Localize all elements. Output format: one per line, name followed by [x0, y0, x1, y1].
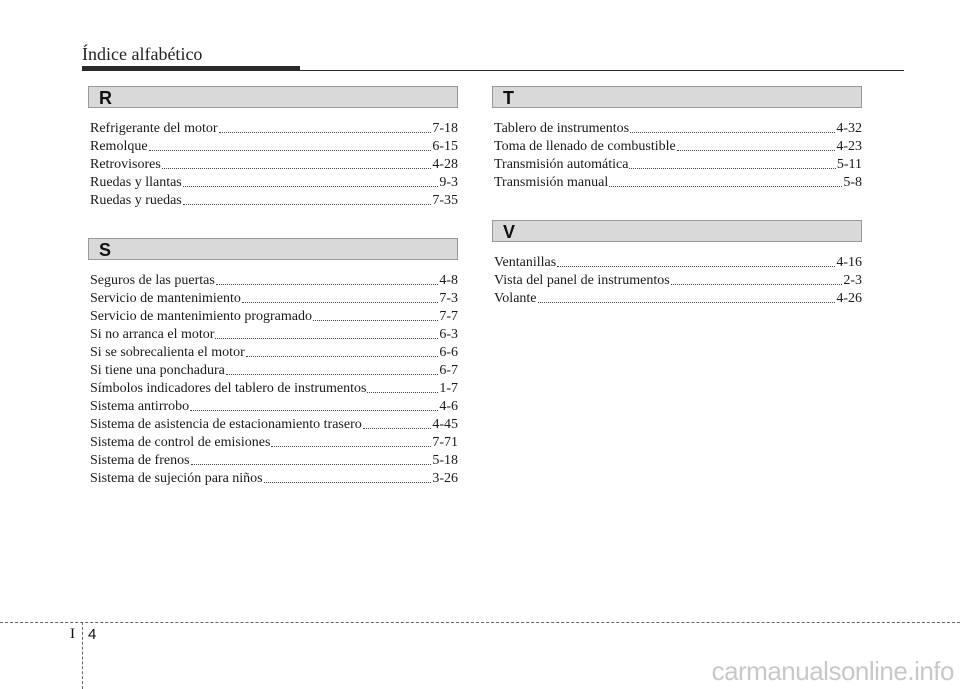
entry-label: Sistema de control de emisiones: [90, 435, 271, 450]
section-letter: T: [503, 88, 514, 108]
entry-label: Sistema de sujeción para niños: [90, 471, 263, 486]
entry-label: Ruedas y ruedas: [90, 193, 182, 208]
index-entry: [494, 120, 862, 138]
dot-leader: [557, 266, 835, 267]
entry-page-ref: 4-8: [439, 273, 458, 288]
dot-leader: [162, 168, 432, 169]
entry-page-ref: 9-3: [439, 175, 458, 190]
index-entry: [90, 326, 458, 344]
index-entry: [90, 138, 458, 156]
entry-page-ref: 4-23: [836, 139, 862, 154]
entry-label: Si tiene una ponchadura: [90, 363, 225, 378]
dot-leader: [363, 428, 432, 429]
index-list-r: [90, 120, 458, 210]
entry-page-ref: 3-26: [432, 471, 458, 486]
section-header-r: [88, 86, 458, 108]
index-entry: [90, 192, 458, 210]
index-list-t: [494, 120, 862, 192]
entry-page-ref: 5-8: [843, 175, 862, 190]
entry-page-ref: 6-3: [439, 327, 458, 342]
entry-page-ref: 4-26: [836, 291, 862, 306]
dot-leader: [677, 150, 836, 151]
section-letter: R: [99, 88, 112, 108]
dot-leader: [215, 338, 438, 339]
dot-leader: [609, 186, 842, 187]
entry-page-ref: 5-18: [432, 453, 458, 468]
footer-rule: [0, 622, 960, 623]
entry-label: Toma de llenado de combustible: [494, 139, 676, 154]
index-entry: [90, 416, 458, 434]
dot-leader: [242, 302, 438, 303]
entry-page-ref: 7-18: [432, 121, 458, 136]
dot-leader: [671, 284, 843, 285]
entry-label: Servicio de mantenimiento: [90, 291, 241, 306]
entry-page-ref: 4-6: [439, 399, 458, 414]
entry-label: Ruedas y llantas: [90, 175, 182, 190]
dot-leader: [149, 150, 432, 151]
entry-label: Refrigerante del motor: [90, 121, 218, 136]
index-entry: [494, 138, 862, 156]
dot-leader: [246, 356, 439, 357]
index-entry: [90, 452, 458, 470]
index-entry: [90, 470, 458, 488]
dot-leader: [630, 132, 835, 133]
dot-leader: [183, 204, 432, 205]
dot-leader: [271, 446, 431, 447]
index-entry: [494, 174, 862, 192]
title-rule-thin: [300, 70, 904, 71]
entry-label: Transmisión automática: [494, 157, 629, 172]
entry-page-ref: 7-71: [432, 435, 458, 450]
entry-page-ref: 7-7: [439, 309, 458, 324]
entry-label: Si no arranca el motor: [90, 327, 215, 342]
entry-label: Si se sobrecalienta el motor: [90, 345, 245, 360]
title-rule-thick: [82, 66, 300, 71]
entry-page-ref: 6-7: [439, 363, 458, 378]
dot-leader: [191, 464, 432, 465]
index-entry: [494, 290, 862, 308]
dot-leader: [219, 132, 432, 133]
index-list-s: [90, 272, 458, 488]
entry-label: Ventanillas: [494, 255, 557, 270]
index-entry: [90, 380, 458, 398]
entry-label: Transmisión manual: [494, 175, 609, 190]
section-letter: S: [99, 240, 112, 260]
index-entry: [90, 362, 458, 380]
entry-label: Sistema de asistencia de estacionamiento trasero: [90, 417, 362, 432]
entry-page-ref: 5-11: [836, 157, 862, 172]
index-entry: [494, 272, 862, 290]
right-column: [492, 86, 862, 308]
dot-leader: [183, 186, 439, 187]
entry-label: Retrovisores: [90, 157, 161, 172]
index-entry: [90, 308, 458, 326]
section-letter: V: [503, 222, 516, 242]
entry-page-ref: 4-16: [836, 255, 862, 270]
dot-leader: [538, 302, 836, 303]
section-header-s: [88, 238, 458, 260]
dot-leader: [629, 168, 835, 169]
index-entry: [90, 156, 458, 174]
dot-leader: [226, 374, 438, 375]
index-entry: [494, 156, 862, 174]
index-list-v: [494, 254, 862, 308]
index-entry: [90, 398, 458, 416]
dot-leader: [313, 320, 438, 321]
entry-page-ref: 6-6: [439, 345, 458, 360]
entry-page-ref: 7-3: [439, 291, 458, 306]
footer-divider: [82, 622, 83, 689]
entry-page-ref: 1-7: [439, 381, 458, 396]
entry-label: Remolque: [90, 139, 148, 154]
entry-page-ref: 4-32: [836, 121, 862, 136]
index-entry: [90, 344, 458, 362]
entry-label: Sistema antirrobo: [90, 399, 190, 414]
index-entry: [90, 272, 458, 290]
footer-section-label: I: [70, 626, 75, 642]
section-header-t: [492, 86, 862, 108]
entry-page-ref: 4-28: [432, 157, 458, 172]
entry-label: Tablero de instrumentos: [494, 121, 630, 136]
entry-page-ref: 2-3: [843, 273, 862, 288]
page-title: Índice alfabético: [82, 44, 203, 64]
index-entry: [90, 290, 458, 308]
dot-leader: [264, 482, 432, 483]
page-number: 4: [88, 626, 97, 643]
entry-label: Vista del panel de instrumentos: [494, 273, 670, 288]
entry-label: Sistema de frenos: [90, 453, 190, 468]
index-entry: [494, 254, 862, 272]
index-entry: [90, 434, 458, 452]
entry-page-ref: 6-15: [432, 139, 458, 154]
entry-label: Símbolos indicadores del tablero de instrumentos: [90, 381, 367, 396]
watermark: carmanualsonline.info: [711, 656, 954, 686]
section-header-v: [492, 220, 862, 242]
index-entry: [90, 120, 458, 138]
dot-leader: [367, 392, 438, 393]
dot-leader: [216, 284, 439, 285]
dot-leader: [190, 410, 438, 411]
left-column: [88, 86, 458, 488]
entry-page-ref: 7-35: [432, 193, 458, 208]
entry-label: Seguros de las puertas: [90, 273, 215, 288]
entry-page-ref: 4-45: [432, 417, 458, 432]
entry-label: Volante: [494, 291, 537, 306]
index-entry: [90, 174, 458, 192]
entry-label: Servicio de mantenimiento programado: [90, 309, 312, 324]
